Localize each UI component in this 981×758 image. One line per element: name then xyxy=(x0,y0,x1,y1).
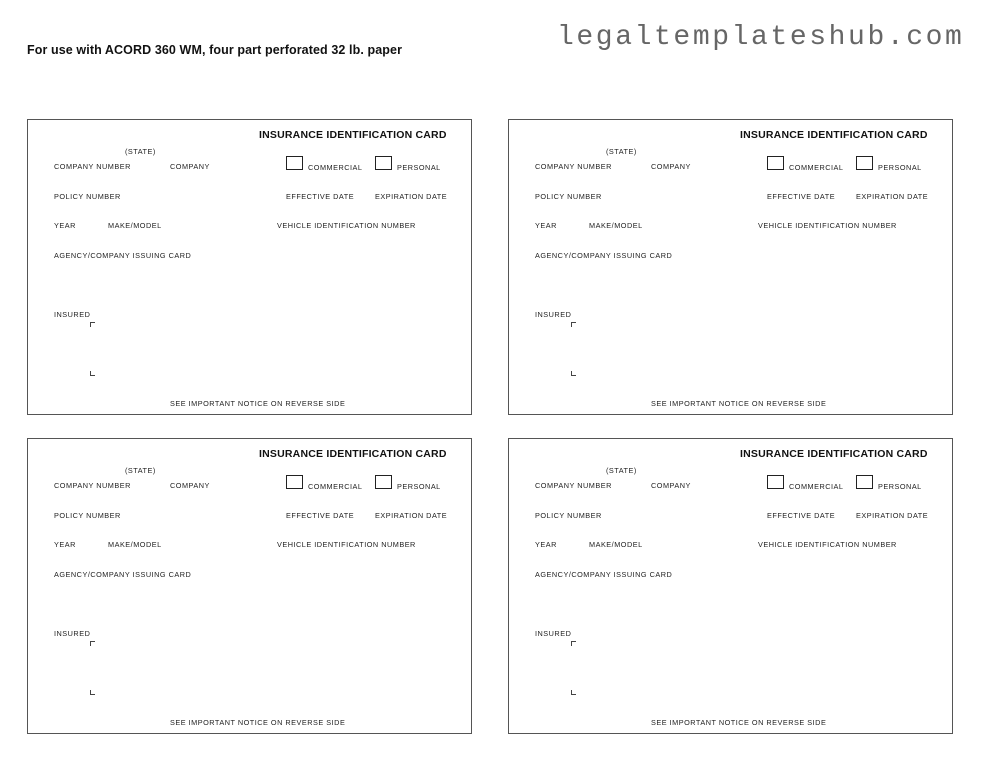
address-corner-top xyxy=(90,322,95,327)
agency-label: AGENCY/COMPANY ISSUING CARD xyxy=(54,570,192,579)
address-corner-top xyxy=(571,322,576,327)
id-card-3 xyxy=(27,438,472,734)
personal-checkbox[interactable] xyxy=(856,475,873,489)
card-title: INSURANCE IDENTIFICATION CARD xyxy=(740,129,928,141)
insured-label: INSURED xyxy=(535,310,572,319)
expiration-date-label: EXPIRATION DATE xyxy=(856,511,929,520)
policy-number-label: POLICY NUMBER xyxy=(535,192,602,201)
vin-label: VEHICLE IDENTIFICATION NUMBER xyxy=(758,221,897,230)
reverse-notice: SEE IMPORTANT NOTICE ON REVERSE SIDE xyxy=(651,718,827,727)
personal-checkbox[interactable] xyxy=(856,156,873,170)
policy-number-label: POLICY NUMBER xyxy=(54,192,121,201)
address-corner-bottom xyxy=(90,690,95,695)
commercial-label: COMMERCIAL xyxy=(789,163,844,172)
company-label: COMPANY xyxy=(651,481,691,490)
commercial-label: COMMERCIAL xyxy=(308,163,363,172)
id-card-2 xyxy=(508,119,953,415)
vin-label: VEHICLE IDENTIFICATION NUMBER xyxy=(277,540,416,549)
policy-number-label: POLICY NUMBER xyxy=(54,511,121,520)
company-number-label: COMPANY NUMBER xyxy=(54,481,131,490)
state-label: (STATE) xyxy=(125,466,156,475)
vin-label: VEHICLE IDENTIFICATION NUMBER xyxy=(758,540,897,549)
address-corner-bottom xyxy=(90,371,95,376)
commercial-checkbox[interactable] xyxy=(286,475,303,489)
commercial-checkbox[interactable] xyxy=(286,156,303,170)
company-label: COMPANY xyxy=(651,162,691,171)
personal-label: PERSONAL xyxy=(878,482,922,491)
company-number-label: COMPANY NUMBER xyxy=(535,481,612,490)
insured-label: INSURED xyxy=(535,629,572,638)
expiration-date-label: EXPIRATION DATE xyxy=(375,511,448,520)
company-number-label: COMPANY NUMBER xyxy=(54,162,131,171)
reverse-notice: SEE IMPORTANT NOTICE ON REVERSE SIDE xyxy=(170,718,346,727)
personal-label: PERSONAL xyxy=(878,163,922,172)
insured-label: INSURED xyxy=(54,310,91,319)
id-card-1 xyxy=(27,119,472,415)
year-label: YEAR xyxy=(535,540,557,549)
effective-date-label: EFFECTIVE DATE xyxy=(767,192,836,201)
state-label: (STATE) xyxy=(606,466,637,475)
address-corner-top xyxy=(571,641,576,646)
personal-label: PERSONAL xyxy=(397,163,441,172)
make-model-label: MAKE/MODEL xyxy=(589,221,643,230)
make-model-label: MAKE/MODEL xyxy=(589,540,643,549)
personal-label: PERSONAL xyxy=(397,482,441,491)
personal-checkbox[interactable] xyxy=(375,475,392,489)
personal-checkbox[interactable] xyxy=(375,156,392,170)
expiration-date-label: EXPIRATION DATE xyxy=(856,192,929,201)
company-label: COMPANY xyxy=(170,481,210,490)
agency-label: AGENCY/COMPANY ISSUING CARD xyxy=(535,251,673,260)
card-title: INSURANCE IDENTIFICATION CARD xyxy=(740,448,928,460)
commercial-label: COMMERCIAL xyxy=(308,482,363,491)
form-instruction: For use with ACORD 360 WM, four part perforated 32 lb. paper xyxy=(27,43,403,57)
watermark: legaltemplateshub.com xyxy=(557,22,965,53)
company-label: COMPANY xyxy=(170,162,210,171)
state-label: (STATE) xyxy=(125,147,156,156)
agency-label: AGENCY/COMPANY ISSUING CARD xyxy=(535,570,673,579)
card-title: INSURANCE IDENTIFICATION CARD xyxy=(259,448,447,460)
address-corner-top xyxy=(90,641,95,646)
commercial-label: COMMERCIAL xyxy=(789,482,844,491)
commercial-checkbox[interactable] xyxy=(767,475,784,489)
effective-date-label: EFFECTIVE DATE xyxy=(767,511,836,520)
state-label: (STATE) xyxy=(606,147,637,156)
year-label: YEAR xyxy=(54,221,76,230)
agency-label: AGENCY/COMPANY ISSUING CARD xyxy=(54,251,192,260)
reverse-notice: SEE IMPORTANT NOTICE ON REVERSE SIDE xyxy=(651,399,827,408)
address-corner-bottom xyxy=(571,371,576,376)
effective-date-label: EFFECTIVE DATE xyxy=(286,192,355,201)
card-title: INSURANCE IDENTIFICATION CARD xyxy=(259,129,447,141)
make-model-label: MAKE/MODEL xyxy=(108,221,162,230)
year-label: YEAR xyxy=(535,221,557,230)
policy-number-label: POLICY NUMBER xyxy=(535,511,602,520)
expiration-date-label: EXPIRATION DATE xyxy=(375,192,448,201)
make-model-label: MAKE/MODEL xyxy=(108,540,162,549)
commercial-checkbox[interactable] xyxy=(767,156,784,170)
effective-date-label: EFFECTIVE DATE xyxy=(286,511,355,520)
address-corner-bottom xyxy=(571,690,576,695)
year-label: YEAR xyxy=(54,540,76,549)
vin-label: VEHICLE IDENTIFICATION NUMBER xyxy=(277,221,416,230)
insured-label: INSURED xyxy=(54,629,91,638)
id-card-4 xyxy=(508,438,953,734)
company-number-label: COMPANY NUMBER xyxy=(535,162,612,171)
reverse-notice: SEE IMPORTANT NOTICE ON REVERSE SIDE xyxy=(170,399,346,408)
